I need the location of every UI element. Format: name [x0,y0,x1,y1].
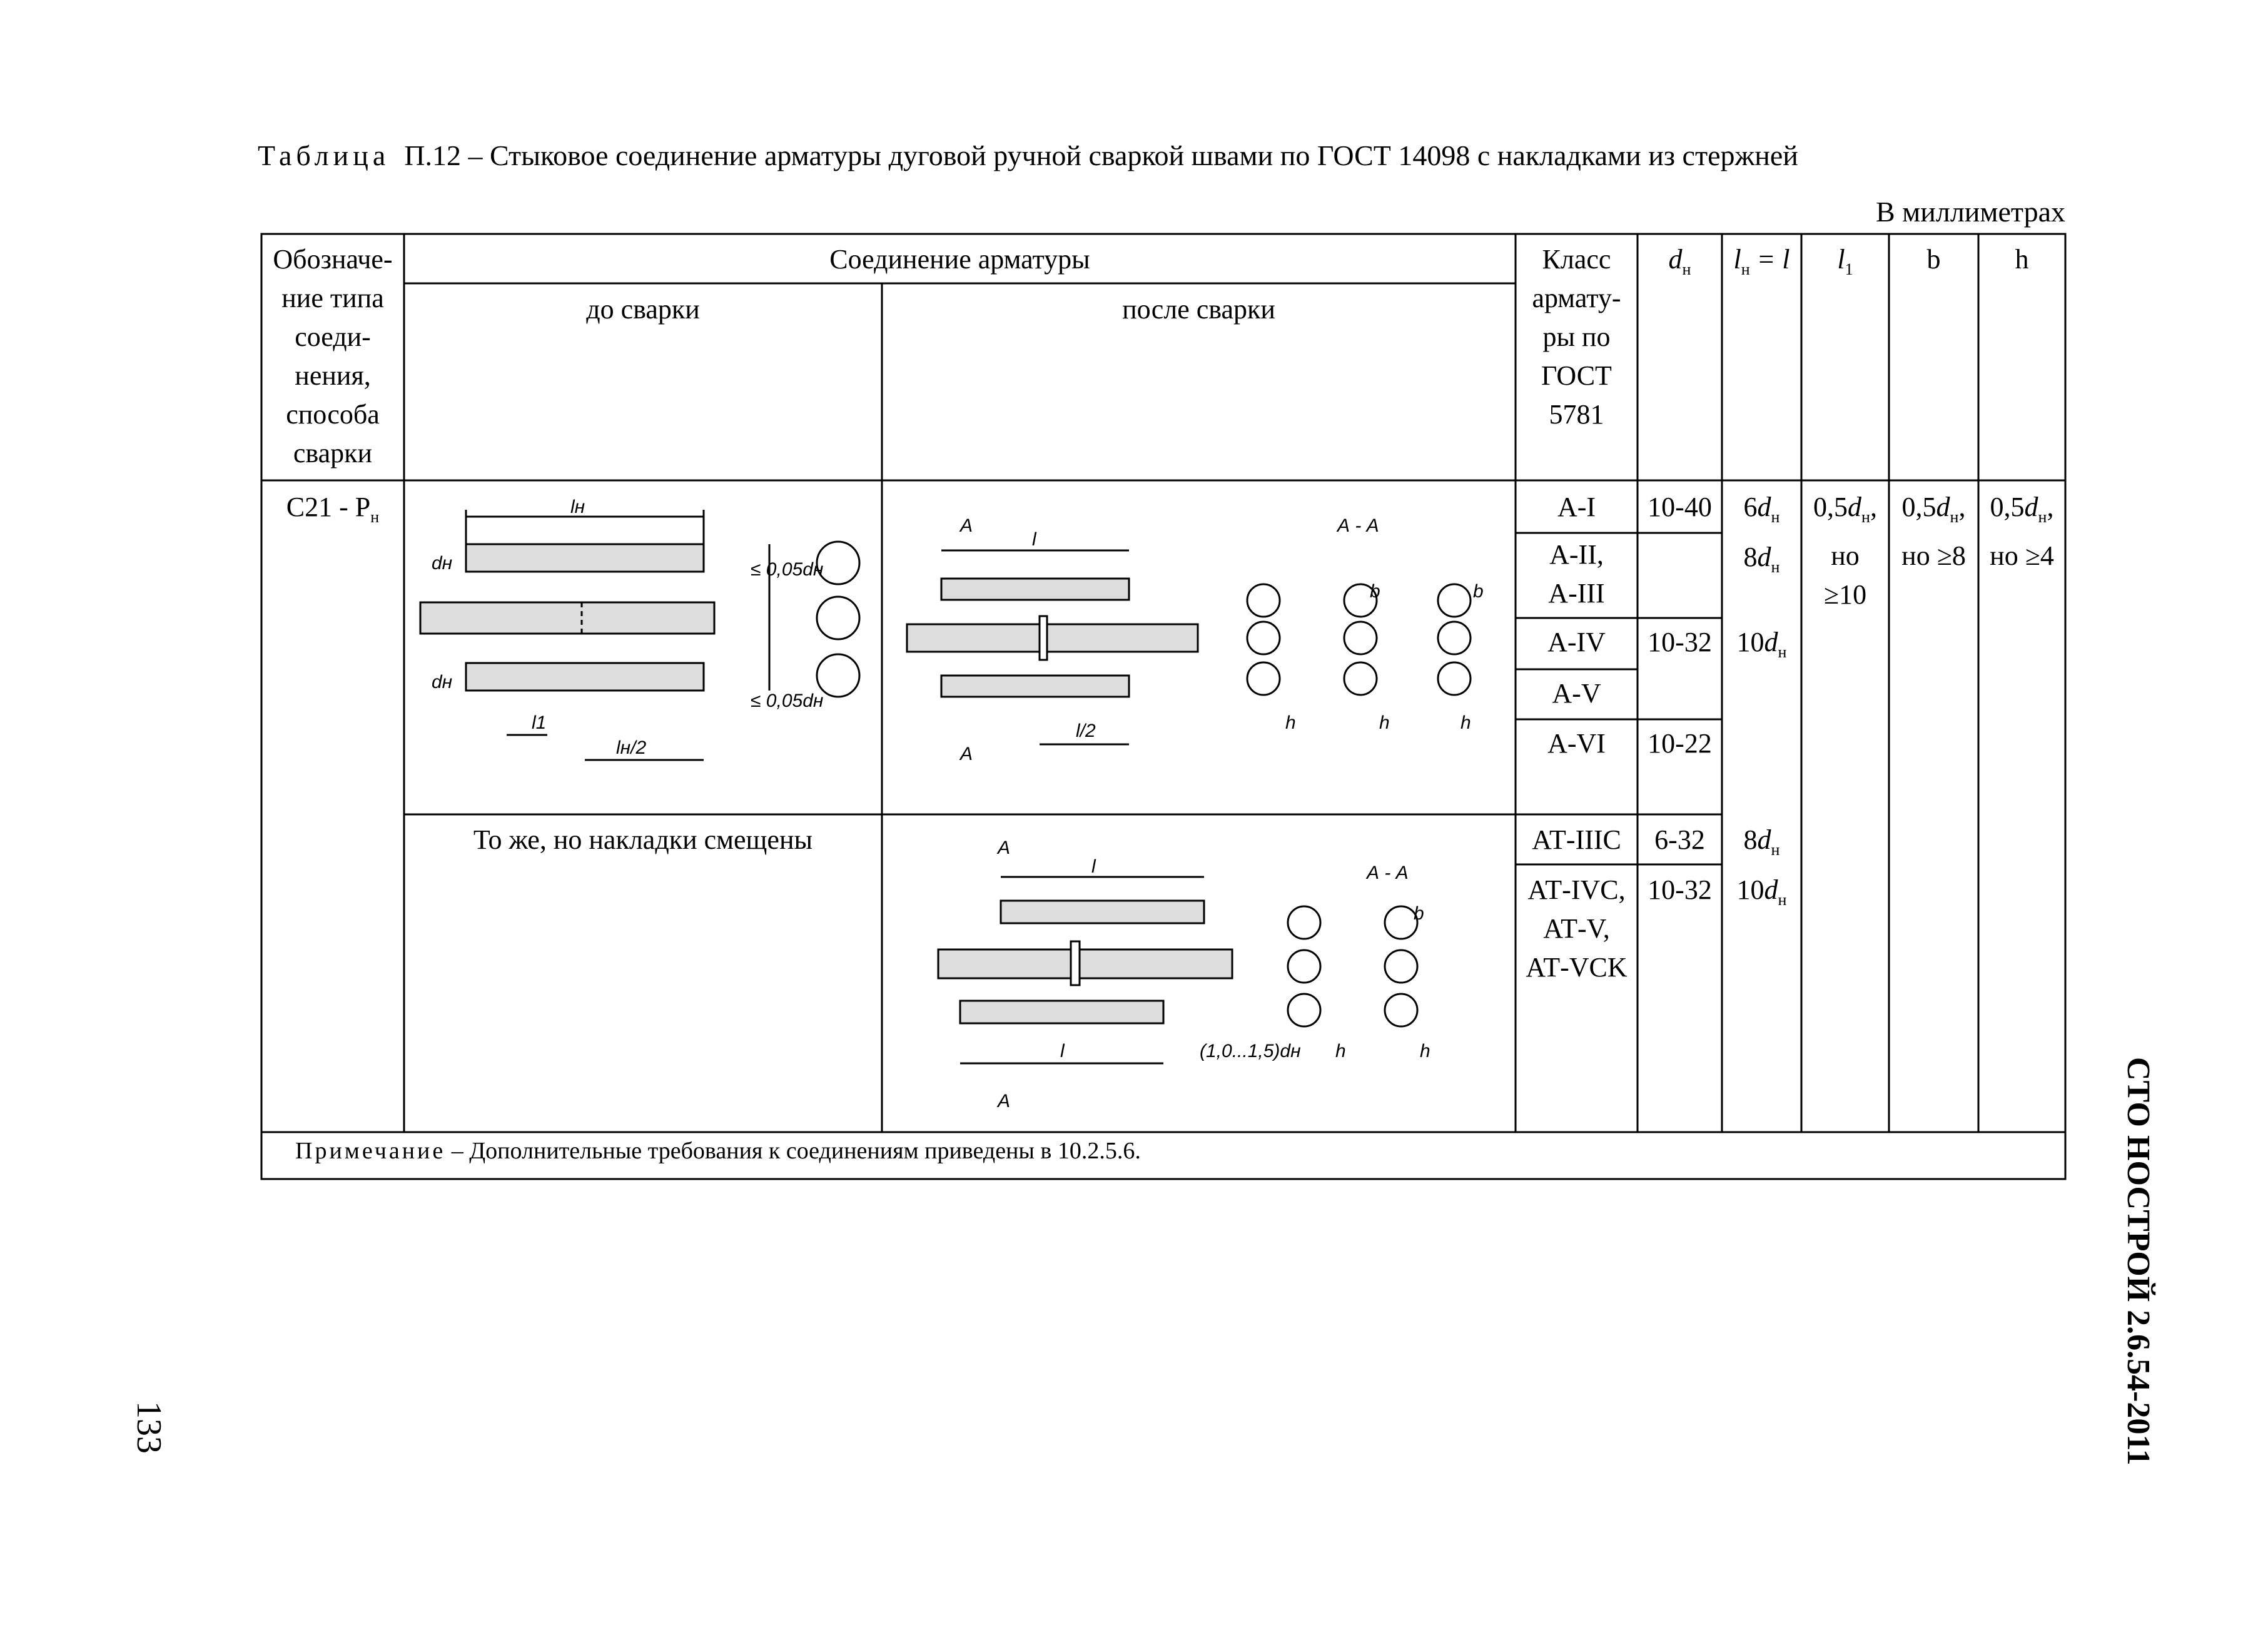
header-b: b [1926,244,1941,275]
header-h: h [2015,244,2029,275]
header-designation: Обозначе- ние типа соеди- нения, способа сварки [273,244,393,468]
units-note: В миллиметрах [1875,196,2065,228]
diameter-5: 10-32 [1648,874,1712,905]
label-h-1: h [1285,712,1296,733]
label-section-AA-2: А - А [1367,863,1409,883]
class-a2-a3: А-II, А-III [1548,539,1605,609]
class-a6: А-VI [1547,728,1606,759]
class-a5: А-V [1552,678,1601,709]
label-l-a: l [1032,529,1036,550]
label-A-top-2: А [998,838,1011,858]
header-dn: $d_н$ [1668,244,1691,278]
label-ln: lн [570,497,585,517]
drawing-before-welding [420,510,859,760]
label-h-5: h [1420,1041,1430,1061]
label-dn-top: dн [432,553,453,574]
class-at3c: АТ-IIIC [1532,824,1621,855]
length-5: $10d_н$ [1736,874,1787,909]
class-a4: А-IV [1547,627,1606,657]
label-l2: l/2 [1076,721,1096,741]
label-A-bottom: А [960,744,973,764]
table-note: Примечание – Дополнительные требования к соединениям приведены в 10.2.5.6. [295,1138,1141,1164]
class-at4c-at5-at5ck: АТ-IVC, АТ-V, АТ-VCK [1526,874,1628,983]
header-ln: $l_н = l$ [1733,244,1790,278]
length-3: $10d_н$ [1736,627,1787,661]
table-title-text: П.12 – Стыковое соединение арматуры дуговой ручной сваркой швами по ГОСТ 14098 с накладками из стержней [404,139,1798,171]
length-4: $8d_н$ [1743,824,1780,859]
drawing-offset-pads [938,877,1417,1063]
header-l1: $l_1$ [1837,244,1853,278]
label-range: (1,0...1,5)dн [1200,1041,1301,1061]
label-l-b: l [1091,856,1096,877]
designation-value: $С21 - Р_н$ [286,492,380,526]
label-b-3: b [1414,903,1424,924]
table-border [261,234,2065,1179]
label-h-2: h [1379,712,1390,733]
table-title-label: Таблица [258,139,390,171]
page-number: 133 [129,1401,168,1454]
label-l1: l1 [532,712,547,733]
class-a1: А-I [1557,492,1596,522]
header-class: Класс армату- ры по ГОСТ 5781 [1532,244,1621,430]
label-gap-top: ≤ 0,05dн [751,559,824,580]
length-1: $6d_н$ [1743,492,1780,526]
document-code: СТО НОСТРОЙ 2.6.54-2011 [2120,1057,2156,1466]
b-value: $0,5d_н$, но ≥8 [1901,492,1966,571]
label-dn-bottom: dн [432,672,453,692]
diameter-4: 6-32 [1654,824,1705,855]
h-value: $0,5d_н$, но ≥4 [1990,492,2054,571]
length-2: $8d_н$ [1743,542,1780,576]
label-A-top: А [960,515,973,536]
label-ln2: lн/2 [616,737,647,758]
diameter-3: 10-22 [1648,728,1712,759]
offset-pads-label: То же, но накладки смещены [473,824,813,855]
header-after-welding: после сварки [1122,294,1275,325]
label-section-AA: А - А [1337,515,1379,536]
l1-value: $0,5d_н$, но ≥10 [1813,492,1877,610]
diameter-1: 10-40 [1648,492,1712,522]
label-b-2: b [1473,581,1484,602]
header-connection: Соединение арматуры [829,244,1090,275]
label-A-bottom-2: А [998,1091,1011,1111]
label-gap-bottom: ≤ 0,05dн [751,691,824,711]
label-h-4: h [1335,1041,1346,1061]
label-b-1: b [1370,581,1380,602]
label-l-c: l [1060,1041,1065,1061]
label-h-3: h [1461,712,1471,733]
header-before-welding: до сварки [586,294,700,325]
diameter-2: 10-32 [1648,627,1712,657]
